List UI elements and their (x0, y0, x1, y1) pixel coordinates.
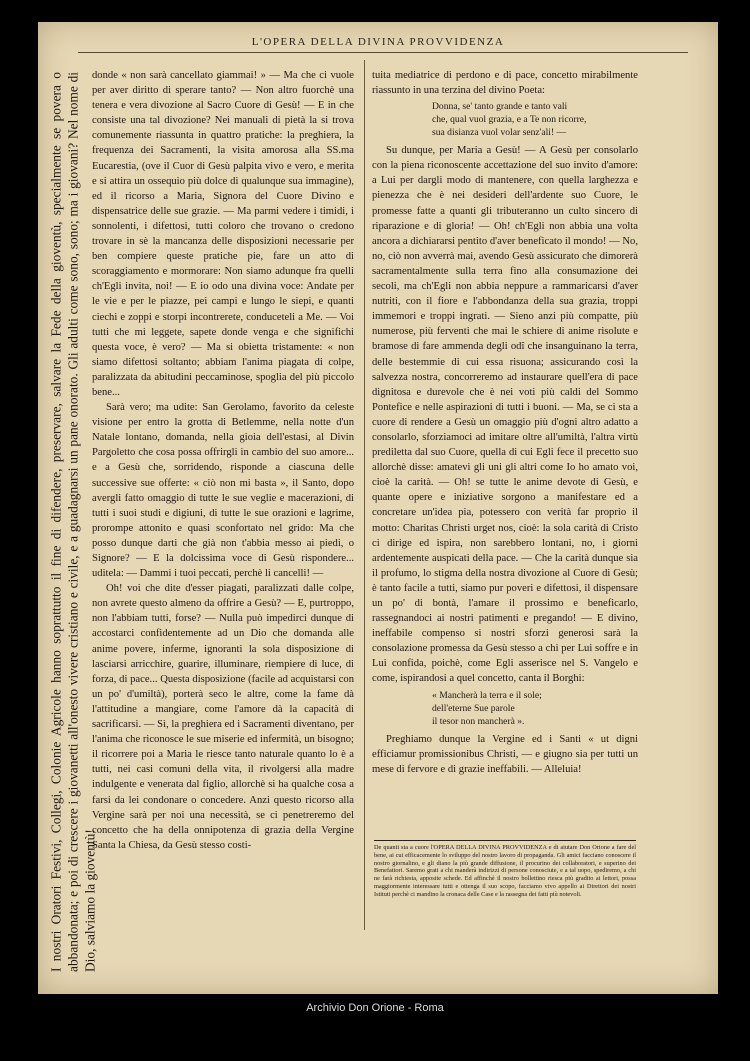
notice-rule (374, 840, 636, 841)
verse-line: il tesor non mancherà ». (432, 715, 525, 727)
paragraph: donde « non sarà cancellato giammai! » — Ma che ci vuole per aver diritto di sperare tanto? — Non altro fuorchè una tenera e vera divozione al Sacro Cuore di Gesù! — E in che consiste una tal divozione? Nei manuali di pietà la si trova comunemente riassunta in quattro pratiche: la preghiera, la frequenza dei Sacramenti, la visita amorosa alla SS.ma Eucarestia, (ove il Cuor di Gesù palpita vivo e vero, e merita e si attira un ossequio più dolce di qualunque sua immagine), ed il ricorso a Maria, Signora del Cuore Divino e dispensatrice delle sue grazie. — Ma parmi vedere i timidi, i sonnolenti, i difettosi, tutti coloro che trovano o credono trovare in sè la mancanza delle disposizioni necessarie per ben compiere queste pratiche pie, fare un atto di scoraggiamento e mormorare: Non siamo adunque fra quelli ch'Egli invita, noi! — E io odo una divina voce: Andate per le vie e per le piazze, pei campi e lungo le siepi, e quanti ciechi e zoppi e storpi incontrerete, conduceteli a Me. — Voi tutti che mi leggete, sapete donde venga e che significhi questa voce, è vero? — Ma si obietta tristamente: « non siamo difettosi soltanto; abbiam l'anima piagata di colpe, paralizzata da abitudini peccaminose, spoglia del più piccolo bene... (92, 70, 354, 398)
header-rule (78, 52, 688, 53)
paragraph: Su dunque, per Maria a Gesù! — A Gesù per consolarlo con la piena riconoscente accettazione del suo invito d'amore: a Lui per dargli modo di mantenere, con quella larghezza e pienezza che è nei desideri dell'ardente suo Cuore, le promesse fatte a quanti gli tributeranno un culto sincero di riparazione e di gloria! — Oh! ch'Egli non abbia una volta ancora a dichiararsi pentito d'aver beneficato il mondo! — No, no, ciò non avverrà mai, avendo Gesù assicurato che dimorerà sacramentalmente sulla terra fino alla consumazione dei secoli, ma ch'Egli non abbia neppure a rammaricarsi d'aver nutriti, con il fiore e l'abbondanza della sua grazia, troppi immemori e troppi ingrati. — Sieno anzi più compatte, più numerose, più ferventi che mai le schiere di anime risolute e bramose di fare ammenda degli odî che insanguinano la terra, delle bestemmie di cui essa risuona; assicurando così la salvezza nostra, concorreremo ad instaurare quell'era di pace dignitosa e durevole che è nei voti più caldi del Sommo Pontefice e nelle aspirazioni di tutti i buoni. — Ma, se ci sta a cuore di rendere a Gesù un omaggio più d'ogni altro adatto a consolarlo, sforziamoci ad imitare oltre all'umiltà, l'altra virtù prediletta dal suo Cuore, quella di cui Egli fece il precetto suo allorchè disse: amatevi gli uni gli altri come Io ho amato voi, cioè la carità. — Oh! se tutte le anime devote di Gesù, e quante opere e iniziative sorgono a manifestare ed a concretare un'idea pia, potessero con verità far proprio il motto: Charitas Christi urget nos, cioè: la sola carità di Cristo ci dirige ed ispira, non sarebbero lontani, no, i giorni ardentemente auspicati della pace. — Che la carità dunque sia il profumo, lo stigma della nostra divozione al Cuore di Gesù; è tanto facile a tutti, siamo pur poveri e difettosi, il dispensare un po' di bontà, l'amare il prossimo e beneficarlo, rassegnandoci ai nostri patimenti e pregando! — E divino, ineffabile compenso si nostri sforzi generosi sarà la consolazione promessa da Gesù stesso a chi per Lui soffre e in Lui confida, poichè, come Egli asserisce nel S. Vangelo e come, ispirandosi a quel concetto, canta il Borghi: (372, 145, 638, 685)
verse-line: dell'eterne Sue parole (432, 702, 515, 714)
verse-line: « Mancherà la terra e il sole; (432, 689, 542, 701)
verse-borghi (432, 689, 638, 728)
column-right (372, 68, 638, 777)
verse-line: sua disianza vuol volar senz'ali! — (432, 127, 567, 139)
document-page (38, 22, 718, 994)
verse-line: Donna, se' tanto grande e tanto vali (432, 101, 568, 113)
paragraph: Oh! voi che dite d'esser piagati, paralizzati dalle colpe, non avrete questo almeno da offrire a Gesù? — E, purtroppo, non l'abbiam tutti, forse? — Nulla può impedirci dunque di accostarci confidentemente ad un Dio che domanda alle anime povere, inferme, ignoranti la sola disposizione di lasciarsi arricchire, guarire, illuminare, riempiere di luce, di forza, di pace... Questa disposizione (facile ad acquistarsi con un po' d'umiltà), porterà seco le altre, come la fame dà l'attitudine a mangiare, come l'amore dà la capacità di sacrificarsi. — Sì, la preghiera ed i Sacramenti diventano, per l'anima che riconosce le sue miserie ed infermità, un bisogno; il ricorrere poi a Maria le riesce tanto naturale quanto lo è a tutti, nei casi comuni della vita, il rivolgersi alla madre indulgente e veneratа dal figlio, allorchè si ha qualche cosa a farsi da lei condonare o concedere. Anzi questo ricorso alla Vergine sarà per noi una necessità, se ci penetreremo del concetto che ha della onnipotenza di grazia della Vergine Santa la Chiesa, da Gesù stesso costi- (92, 583, 354, 851)
column-divider (364, 60, 365, 930)
paragraph: Sarà vero; ma udite: San Gerolamo, favorito da celeste visione per entro la grotta di Betlemme, nella notte d'un Natale lontano, domanda, nella gioia dell'estasi, al Divin Pargoletto che cosa possa offrirgli in cambio del suo amore... e a Gesù che, sorridendo, risponde a ciascuna delle successive sue offerte: « ciò non mi basta », il Santo, dopo avergli fatto omaggio di tutte le sue veglie e macerazioni, di tutti i suoi studi e digiuni, di tutte le sue orazioni e lagrime, prorompe attonito e quasi sconfortato nel grido: Ma che posso dunque darti che già non t'abbia messo ai piedi, o Signore? — E la dolcissima voce di Gesù rispondere... uditela: — Dammi i tuoi peccati, perchè li cancelli! — (92, 402, 354, 580)
side-text: I nostri Oratori Festivi, Collegi, Colonie Agricole hanno soprattutto il fine di difendere, preservare, salvare la Fede della gioventù, specialmente se povera o abbandonata; e poi di crescere i giovanetti all'onesto vivere cristiano e civile, e a guadagnarsi un pane onorato. Gli adulti come sono, sono; ma i giovani? Nel nome di Dio, salviamo la gioventù! (48, 72, 98, 972)
page-header: L'OPERA DELLA DIVINA PROVVIDENZA (251, 36, 505, 48)
notice-text: De quanti sta a cuore l'OPERA DELLA DIVINA PROVVIDENZA e di aiutare Don Orione a fare del bene, ai cui efficacemente lo sviluppo del nostro lavoro di propaganda. Gli amici facciano conoscere il nostro giornalino, e gli diano la più grande diffusione, il procurino dei collaboratori, e superino dei Benefattori. Saremo grati a chi manderà indirizzi di persone conosciute, e a tal uopo, spediremo, a chi ne farà richiesta, apposite schede. Ed affinchè il nostro bollettino riesca più gradito ai lettori, possa maggiormente interessare tutti e ottenga il suo scopo, facciamo vivo appello ai Direttori dei nostri Istituti perchè ci mandino la cronaca delle Case e la rassegna dei fatti più notevoli. (374, 844, 636, 898)
verse-line: che, qual vuol grazia, e a Te non ricorre, (432, 114, 587, 126)
paragraph: Preghiamo dunque la Vergine ed i Santi « ut digni efficiamur promissionibus Christi, — e giugno sia per tutti un mese di fervore e di grazie ineffabili. — Alleluia! (372, 733, 638, 775)
verse-dante (432, 100, 638, 139)
paragraph: tuita mediatrice di perdono e di pace, concetto mirabilmente riassunto in una terzina del divino Poeta: (372, 70, 638, 97)
archive-caption: Archivio Don Orione - Roma (306, 1002, 444, 1014)
column-left (92, 68, 354, 853)
notice-box (374, 840, 636, 899)
